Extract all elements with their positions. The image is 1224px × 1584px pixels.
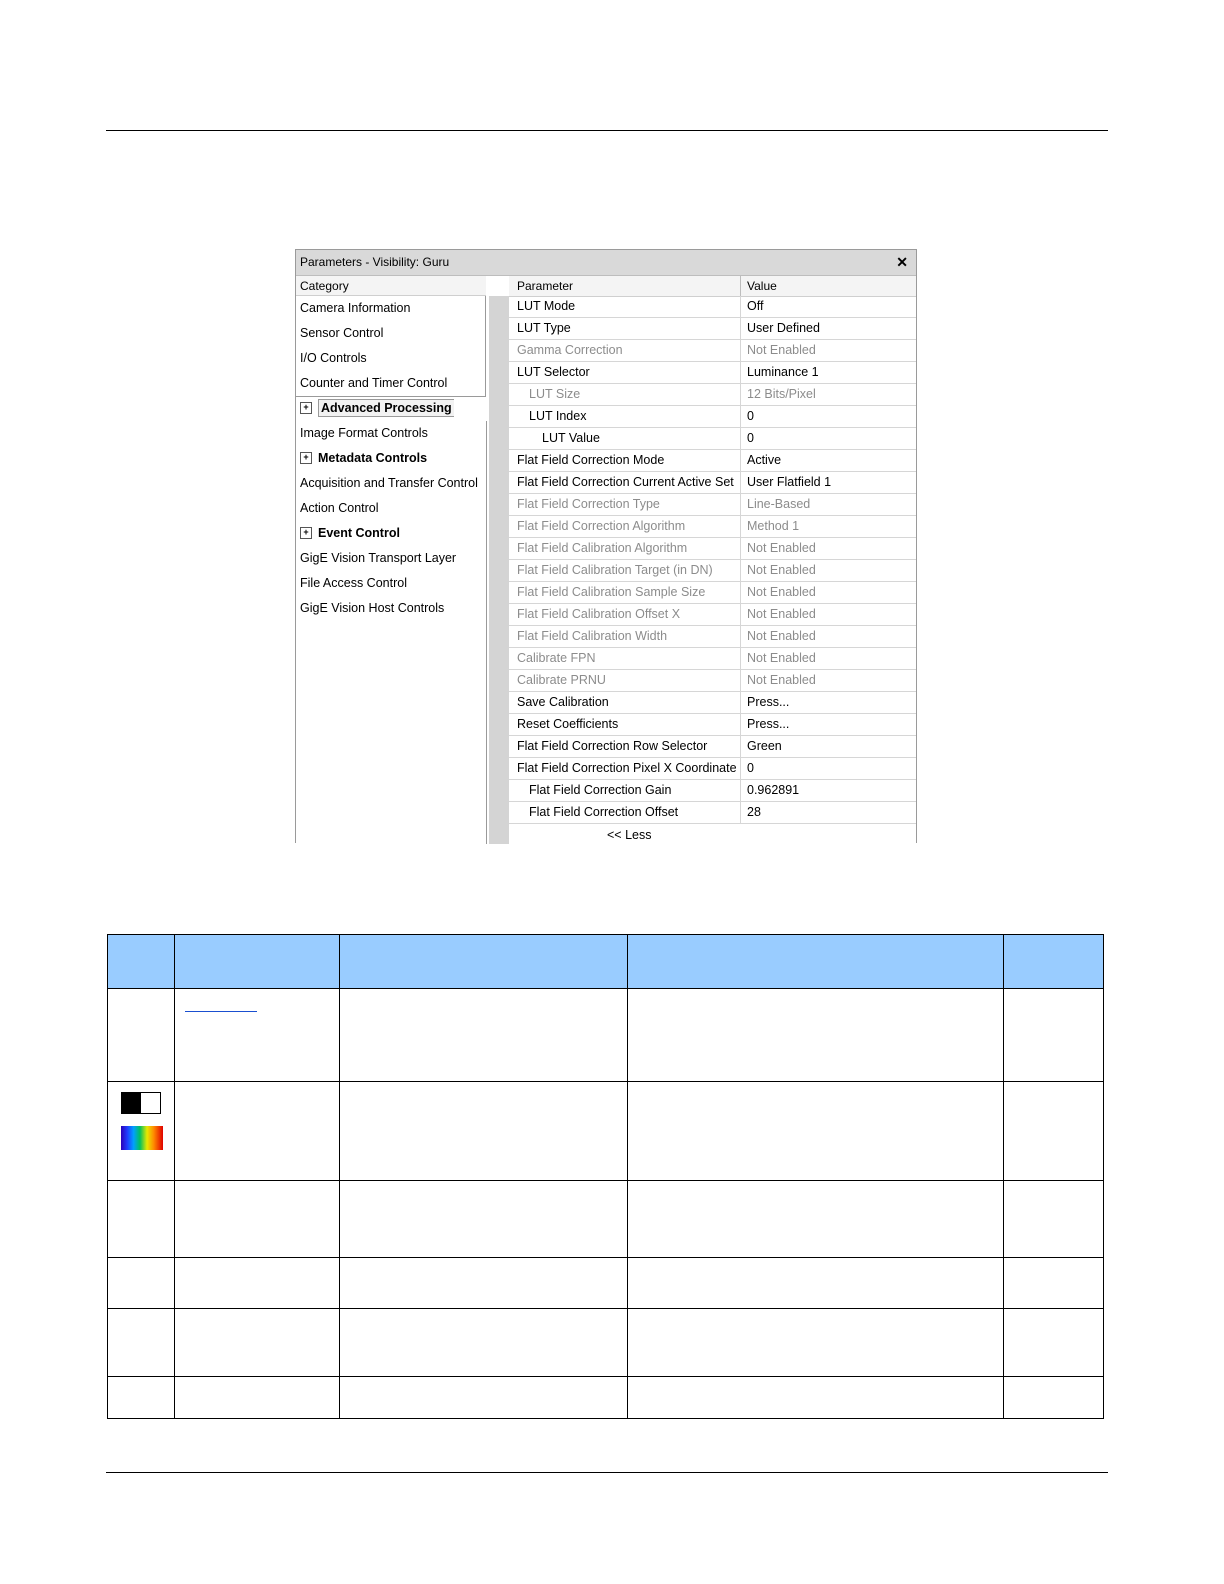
- window-title: Parameters - Visibility: Guru: [300, 255, 450, 269]
- less-row: [509, 824, 916, 846]
- category-label: Counter and Timer Control: [300, 376, 448, 390]
- parameter-value[interactable]: 28: [747, 805, 761, 819]
- parameter-value: Not Enabled: [747, 673, 816, 687]
- parameter-row[interactable]: [509, 450, 916, 472]
- table-header-cell: [1004, 935, 1104, 989]
- cell-divider: [740, 626, 741, 648]
- parameter-row[interactable]: [509, 362, 916, 384]
- table-cell: [1004, 1082, 1104, 1181]
- category-label: Event Control: [318, 526, 400, 540]
- table-cell: [175, 1258, 340, 1309]
- category-item[interactable]: [296, 496, 486, 521]
- parameter-name: Calibrate PRNU: [517, 673, 606, 687]
- table-cell: [628, 1309, 1004, 1377]
- table-cell: [1004, 1181, 1104, 1258]
- cell-divider: [740, 362, 741, 384]
- table-row: [108, 1082, 1104, 1181]
- column-divider[interactable]: [740, 276, 741, 296]
- table-cell: [628, 1377, 1004, 1419]
- parameter-row[interactable]: [509, 758, 916, 780]
- cell-divider: [740, 692, 741, 714]
- parameter-name: Flat Field Correction Algorithm: [517, 519, 686, 533]
- table-row: [108, 1258, 1104, 1309]
- category-label: Metadata Controls: [318, 451, 428, 465]
- parameter-value: Not Enabled: [747, 541, 816, 555]
- parameter-value: Not Enabled: [747, 629, 816, 643]
- category-label: Camera Information: [300, 301, 411, 315]
- parameter-name: Flat Field Correction Row Selector: [517, 739, 708, 753]
- parameter-grid: [509, 296, 916, 846]
- category-item[interactable]: [296, 321, 486, 346]
- table-cell: [108, 1258, 175, 1309]
- parameter-column-header[interactable]: Parameter: [517, 279, 574, 293]
- category-item[interactable]: [296, 346, 486, 371]
- expand-icon[interactable]: +: [300, 527, 312, 539]
- parameter-name: Flat Field Correction Offset: [529, 805, 679, 819]
- parameter-row: [509, 384, 916, 406]
- cell-divider: [740, 714, 741, 736]
- parameter-value[interactable]: User Defined: [747, 321, 820, 335]
- hyperlink[interactable]: [185, 1011, 257, 1012]
- parameter-row: [509, 516, 916, 538]
- parameter-row[interactable]: [509, 802, 916, 824]
- parameter-name: Flat Field Correction Gain: [529, 783, 672, 797]
- parameter-value[interactable]: User Flatfield 1: [747, 475, 832, 489]
- color-spectrum-icon: [121, 1126, 163, 1150]
- value-column-header[interactable]: Value: [747, 279, 777, 293]
- cell-divider: [740, 780, 741, 802]
- category-label: File Access Control: [300, 576, 407, 590]
- parameter-value[interactable]: 0: [747, 431, 754, 445]
- table-cell: [108, 989, 175, 1082]
- parameter-name: Flat Field Correction Mode: [517, 453, 665, 467]
- cell-divider: [740, 296, 741, 318]
- category-item[interactable]: [296, 421, 486, 446]
- table-row: [108, 1309, 1104, 1377]
- title-bar: [296, 250, 916, 276]
- parameter-name: Save Calibration: [517, 695, 609, 709]
- parameter-row[interactable]: [509, 318, 916, 340]
- parameter-row[interactable]: [509, 428, 916, 450]
- table-cell: [340, 989, 628, 1082]
- parameter-value[interactable]: Active: [747, 453, 782, 467]
- cell-divider: [740, 582, 741, 604]
- cell-divider: [740, 450, 741, 472]
- parameter-value[interactable]: 0: [747, 761, 754, 775]
- parameter-row: [509, 538, 916, 560]
- cell-divider: [740, 604, 741, 626]
- table-cell: [628, 989, 1004, 1082]
- table-cell: [628, 1082, 1004, 1181]
- parameter-name: LUT Size: [529, 387, 581, 401]
- table-cell: [340, 1082, 628, 1181]
- table-cell: [340, 1377, 628, 1419]
- parameter-row: [509, 670, 916, 692]
- parameter-value: Not Enabled: [747, 607, 816, 621]
- parameter-name: Flat Field Correction Type: [517, 497, 660, 511]
- parameter-value: Not Enabled: [747, 343, 816, 357]
- cell-divider: [740, 648, 741, 670]
- monochrome-icon: [121, 1092, 161, 1114]
- table-cell: [108, 1082, 175, 1181]
- category-item[interactable]: [296, 571, 486, 596]
- category-label: Action Control: [300, 501, 379, 515]
- cell-divider: [740, 538, 741, 560]
- parameter-name: Flat Field Calibration Width: [517, 629, 668, 643]
- parameter-value: Not Enabled: [747, 651, 816, 665]
- table-cell: [1004, 1309, 1104, 1377]
- cell-divider: [740, 494, 741, 516]
- parameter-name: Flat Field Calibration Offset X: [517, 607, 681, 621]
- category-border-lower: [486, 421, 487, 844]
- category-item[interactable]: [296, 296, 486, 321]
- parameter-value[interactable]: Off: [747, 299, 764, 313]
- table-row: [108, 989, 1104, 1082]
- parameter-value: Method 1: [747, 519, 800, 533]
- cell-divider: [740, 428, 741, 450]
- table-header-cell: [175, 935, 340, 989]
- footer-rule: [106, 1472, 1108, 1473]
- parameter-value: Not Enabled: [747, 585, 816, 599]
- table-cell: [628, 1258, 1004, 1309]
- parameter-row[interactable]: [509, 296, 916, 318]
- parameter-row: [509, 604, 916, 626]
- parameter-row: [509, 494, 916, 516]
- parameter-row[interactable]: [509, 472, 916, 494]
- parameter-row: [509, 340, 916, 362]
- category-label: GigE Vision Transport Layer: [300, 551, 457, 565]
- cell-divider: [740, 384, 741, 406]
- cell-divider: [740, 472, 741, 494]
- table-row: [108, 1181, 1104, 1258]
- parameter-name: Flat Field Correction Pixel X Coordinate: [517, 761, 737, 775]
- category-item[interactable]: [296, 396, 486, 421]
- category-label: Acquisition and Transfer Control: [300, 476, 478, 490]
- cell-divider: [740, 670, 741, 692]
- category-label: I/O Controls: [300, 351, 367, 365]
- parameter-name: LUT Type: [517, 321, 571, 335]
- table-header-row: [108, 935, 1104, 989]
- table-cell: [340, 1258, 628, 1309]
- category-item[interactable]: [296, 596, 486, 621]
- parameter-name: Reset Coefficients: [517, 717, 619, 731]
- parameter-name: Flat Field Calibration Sample Size: [517, 585, 706, 599]
- table-cell: [1004, 989, 1104, 1082]
- parameter-value[interactable]: 0: [747, 409, 754, 423]
- category-label: Advanced Processing: [318, 399, 454, 417]
- parameter-row: [509, 626, 916, 648]
- table-cell: [175, 1181, 340, 1258]
- parameter-grid-header: [509, 276, 916, 297]
- less-button[interactable]: << Less: [607, 828, 652, 842]
- cell-divider: [740, 758, 741, 780]
- parameter-name: Flat Field Calibration Target (in DN): [517, 563, 713, 577]
- parameter-name: Flat Field Correction Current Active Set: [517, 475, 734, 489]
- parameter-name: Flat Field Calibration Algorithm: [517, 541, 688, 555]
- expand-icon[interactable]: +: [300, 402, 312, 414]
- header-rule: [106, 130, 1108, 131]
- parameter-row: [509, 582, 916, 604]
- parameter-row[interactable]: [509, 406, 916, 428]
- table-header-cell: [628, 935, 1004, 989]
- parameter-value[interactable]: 0.962891: [747, 783, 800, 797]
- category-item[interactable]: [296, 546, 486, 571]
- parameter-name: LUT Mode: [517, 299, 576, 313]
- parameters-window: [295, 249, 917, 843]
- category-header: Category: [296, 276, 486, 296]
- cell-divider: [740, 340, 741, 362]
- parameter-name: Calibrate FPN: [517, 651, 596, 665]
- parameter-row[interactable]: [509, 780, 916, 802]
- parameter-row[interactable]: [509, 692, 916, 714]
- category-label: Sensor Control: [300, 326, 384, 340]
- parameter-row[interactable]: [509, 714, 916, 736]
- category-item[interactable]: [296, 521, 486, 546]
- table-header-cell: [340, 935, 628, 989]
- cell-divider: [740, 736, 741, 758]
- table-cell: [108, 1309, 175, 1377]
- category-label: Image Format Controls: [300, 426, 428, 440]
- parameter-value[interactable]: Green: [747, 739, 782, 753]
- pane-splitter[interactable]: [489, 296, 509, 844]
- category-item[interactable]: [296, 471, 486, 496]
- parameter-row[interactable]: [509, 736, 916, 758]
- expand-icon[interactable]: +: [300, 452, 312, 464]
- feature-table: [107, 934, 1104, 1419]
- table-cell: [628, 1181, 1004, 1258]
- parameter-name: LUT Selector: [517, 365, 590, 379]
- table-cell: [175, 1377, 340, 1419]
- table-cell: [340, 1181, 628, 1258]
- table-cell: [1004, 1377, 1104, 1419]
- parameter-name: Gamma Correction: [517, 343, 623, 357]
- table-header-cell: [108, 935, 175, 989]
- category-list: [296, 296, 486, 621]
- parameter-name: LUT Value: [542, 431, 600, 445]
- parameter-value: Line-Based: [747, 497, 811, 511]
- table-cell: [175, 1309, 340, 1377]
- cell-divider: [740, 560, 741, 582]
- table-cell: [175, 1082, 340, 1181]
- cell-divider: [740, 516, 741, 538]
- table-cell: [340, 1309, 628, 1377]
- parameter-name: LUT Index: [529, 409, 587, 423]
- table-cell: [1004, 1258, 1104, 1309]
- close-icon[interactable]: ✕: [896, 254, 908, 270]
- category-item[interactable]: [296, 371, 486, 396]
- cell-divider: [740, 802, 741, 824]
- category-item[interactable]: [296, 446, 486, 471]
- table-cell: [108, 1377, 175, 1419]
- cell-divider: [740, 406, 741, 428]
- table-row: [108, 1377, 1104, 1419]
- table-cell: [175, 989, 340, 1082]
- table-cell: [108, 1181, 175, 1258]
- parameter-value: Not Enabled: [747, 563, 816, 577]
- parameter-value[interactable]: Press...: [747, 717, 790, 731]
- parameter-row: [509, 648, 916, 670]
- parameter-row: [509, 560, 916, 582]
- parameter-value[interactable]: Luminance 1: [747, 365, 819, 379]
- cell-divider: [740, 318, 741, 340]
- parameter-value[interactable]: Press...: [747, 695, 790, 709]
- parameter-value: 12 Bits/Pixel: [747, 387, 816, 401]
- category-label: GigE Vision Host Controls: [300, 601, 445, 615]
